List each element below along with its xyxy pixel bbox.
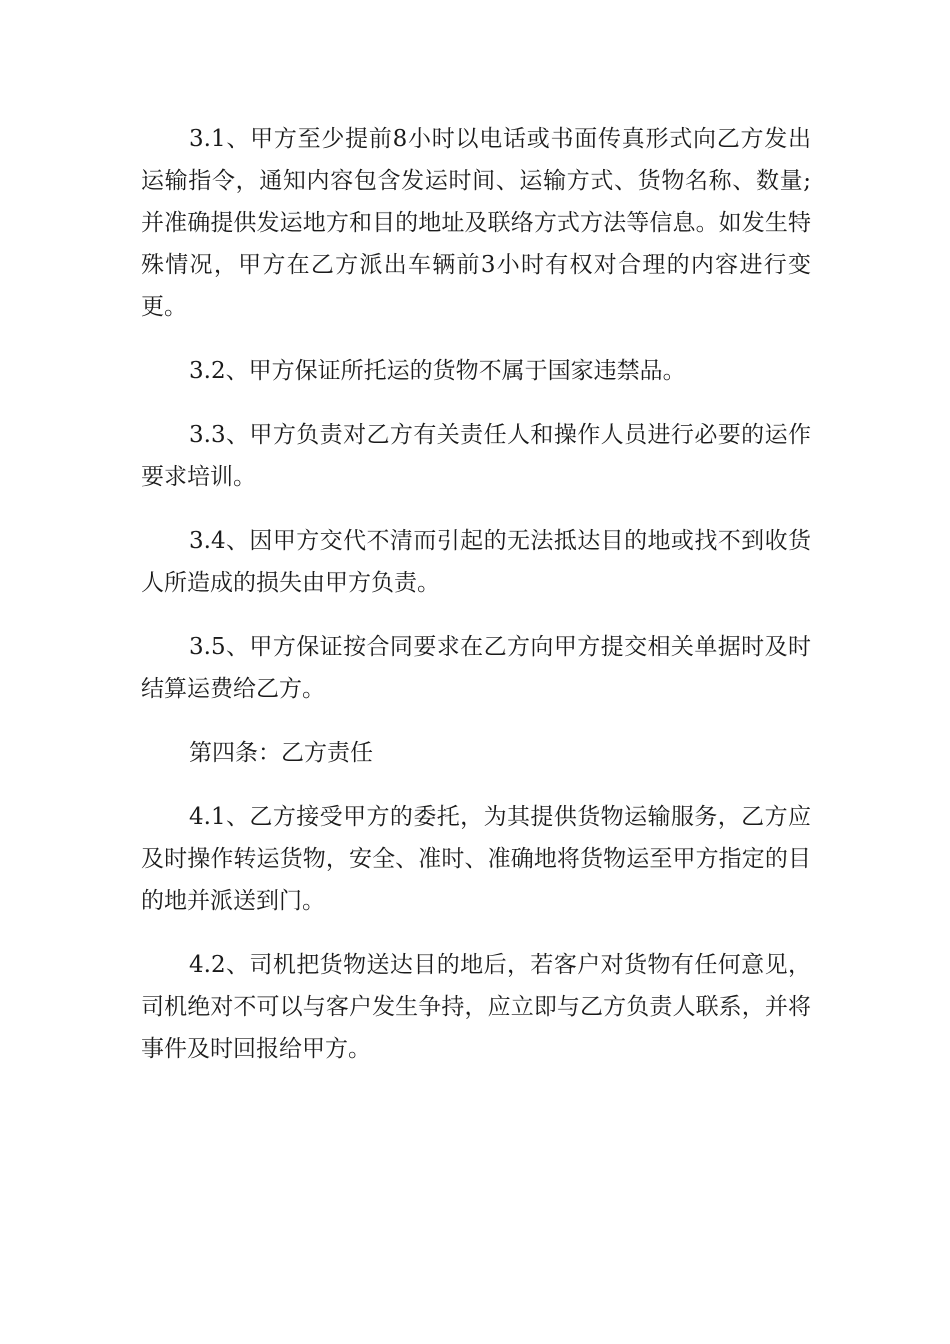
clause-4-2: 4.2、司机把货物送达目的地后，若客户对货物有任何意见，司机绝对不可以与客户发生争持，应立即与乙方负责人联系，并将事件及时回报给甲方。 xyxy=(141,952,811,1062)
clause-3-4: 3.4、因甲方交代不清而引起的无法抵达目的地或找不到收货人所造成的损失由甲方负责。 xyxy=(141,528,811,596)
clause-4-1: 4.1、乙方接受甲方的委托，为其提供货物运输服务，乙方应及时操作转运货物，安全、准时、准确地将货物运至甲方指定的目的地并派送到门。 xyxy=(141,804,811,914)
clause-3-2: 3.2、甲方保证所托运的货物不属于国家违禁品。 xyxy=(189,358,686,384)
clause-3-3: 3.3、甲方负责对乙方有关责任人和操作人员进行必要的运作要求培训。 xyxy=(141,422,811,490)
section-heading-article-4: 第四条：乙方责任 xyxy=(189,740,373,766)
clause-3-1: 3.1、甲方至少提前8小时以电话或书面传真形式向乙方发出运输指令，通知内容包含发运时间、运输方式、货物名称、数量;并准确提供发运地方和目的地址及联络方式方法等信息。如发生特殊情况，甲方在乙方派出车辆前3小时有权对合理的内容进行变更。 xyxy=(141,126,811,320)
document-body xyxy=(141,118,811,1092)
clause-3-5: 3.5、甲方保证按合同要求在乙方向甲方提交相关单据时及时结算运费给乙方。 xyxy=(141,634,811,702)
